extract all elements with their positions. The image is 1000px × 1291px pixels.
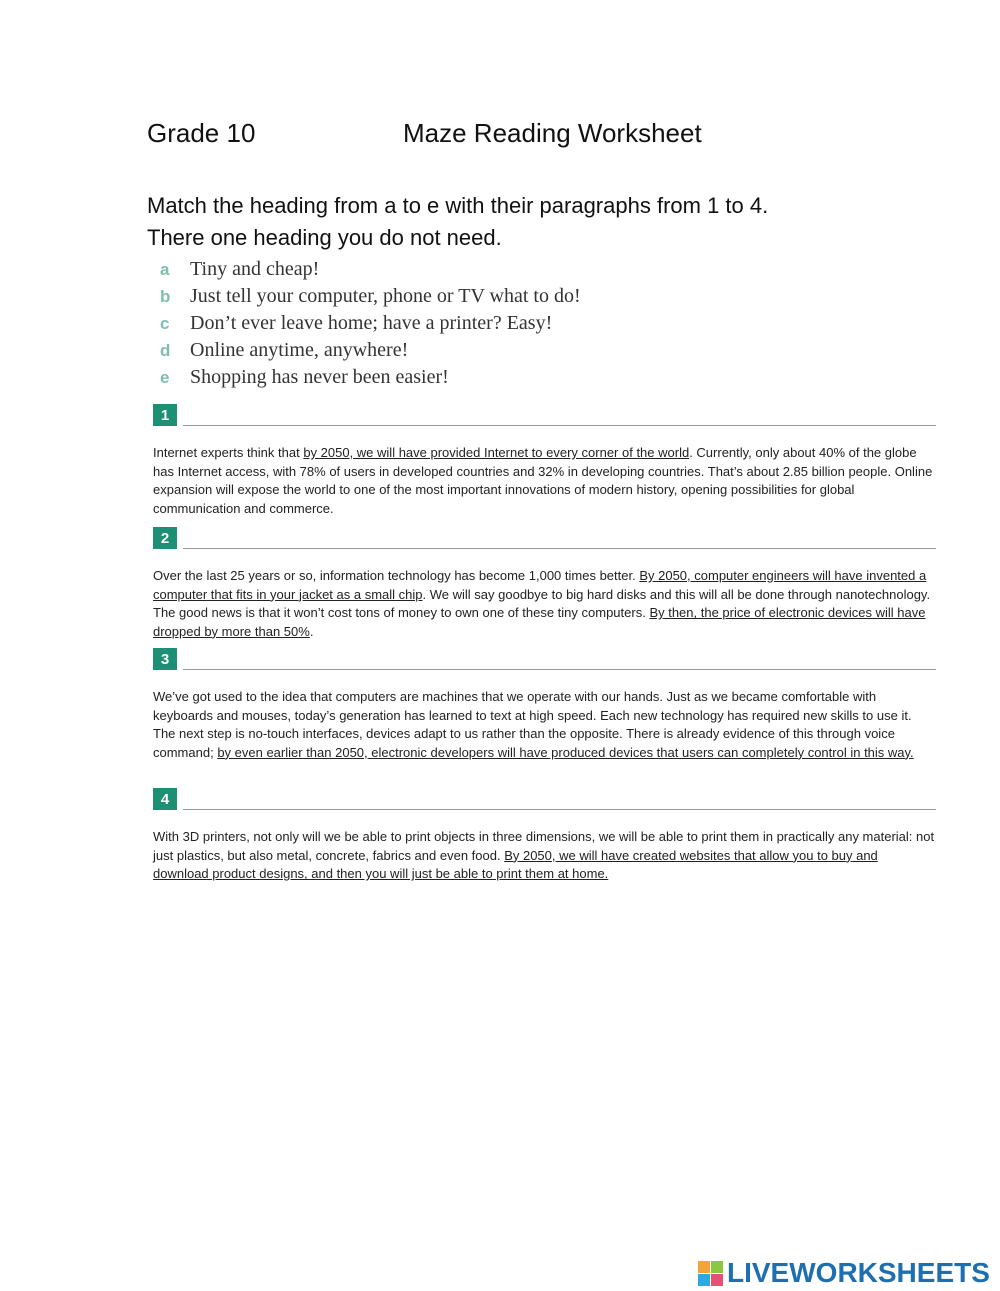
text-run: With 3D printers, not only will we be able to print objects in three dimensions, we will be able to print them in practically any material: not just plastics, but also metal, concrete, fabrics and even food. [153, 829, 935, 863]
answer-line[interactable] [183, 528, 936, 549]
paragraph-4 [153, 786, 936, 884]
underlined-text: by even earlier than 2050, electronic developers will have produced devices that users can completely control in this way. [217, 744, 914, 760]
paragraph-number-badge: 3 [153, 648, 177, 670]
logo-block [711, 1261, 723, 1273]
paragraph-text [153, 444, 936, 518]
heading-item [160, 337, 860, 364]
instruction-line: Match the heading from a to e with their paragraphs from 1 to 4. [147, 193, 769, 218]
heading-item [160, 364, 860, 391]
text-run: Internet experts think that [153, 445, 304, 460]
logo-block [698, 1274, 710, 1286]
text-run: . We will say goodbye to big hard disks and this will all be done through nanotechnology. The good news is that it won’t cost tons of money to own one of these tiny computers. [153, 586, 931, 621]
logo-icon [698, 1261, 723, 1286]
paragraph-number-badge: 4 [153, 788, 177, 810]
paragraph-3 [153, 646, 936, 762]
instruction-line: There one heading you do not need. [147, 225, 502, 250]
answer-line[interactable] [183, 405, 936, 426]
heading-text: Online anytime, anywhere! [190, 339, 409, 361]
underlined-text: by 2050, we will have provided Internet to every corner of the world [303, 445, 690, 460]
text-run: . Currently, only about 40% of the globe has Internet access, with 78% of users in developed countries and 32% in developing countries. That’s about 2.85 billion people. Online expansion will expose the world to one of the most important innovations of modern history, opening possibilities for global communication and commerce. [153, 445, 933, 516]
answer-line[interactable] [183, 649, 936, 670]
logo-block [711, 1274, 723, 1286]
worksheet-title: Maze Reading Worksheet [403, 118, 702, 148]
heading-text: Just tell your computer, phone or TV what to do! [190, 285, 581, 307]
paragraph-header [153, 646, 936, 670]
heading-item [160, 283, 860, 310]
heading-letter: d [160, 340, 171, 360]
text-run: We’ve got used to the idea that computers are machines that we operate with our hands. Just as we became comfortable with keyboards and mouses, today’s generation has learned to text at high speed. Each new technology has required new skills to use it. The next step is no-touch interfaces, devices adapt to us rather than the opposite. There is already evidence of this through voice command; [153, 689, 912, 760]
logo-text: LIVEWORKSHEETS [727, 1257, 990, 1288]
paragraph-number-badge: 1 [153, 404, 177, 426]
underlined-text: By then, the price of electronic devices will have dropped by more than 50% [153, 605, 926, 639]
heading-text: Don’t ever leave home; have a printer? Easy! [190, 312, 553, 334]
paragraph-header [153, 525, 936, 549]
heading-letter: e [160, 367, 170, 387]
underlined-text: By 2050, we will have created websites that allow you to buy and download product designs, and then you will just be able to print them at home. [153, 847, 878, 882]
paragraph-text [153, 828, 936, 884]
text-run: . [309, 623, 314, 639]
paragraph-text [153, 567, 936, 641]
heading-letter: a [160, 259, 170, 279]
paragraph-2 [153, 525, 936, 641]
heading-list [160, 256, 860, 391]
liveworksheets-logo [698, 1257, 990, 1289]
logo-block [698, 1261, 710, 1273]
heading-letter: c [160, 313, 170, 333]
answer-line[interactable] [183, 789, 936, 810]
paragraph-number-badge: 2 [153, 527, 177, 549]
paragraph-header [153, 402, 936, 426]
heading-text: Tiny and cheap! [190, 258, 320, 280]
paragraph-header [153, 786, 936, 810]
grade-label: Grade 10 [147, 118, 256, 148]
heading-item [160, 256, 860, 283]
heading-item [160, 310, 860, 337]
paragraph-text [153, 688, 936, 762]
paragraph-1 [153, 402, 936, 518]
text-run: Over the last 25 years or so, information technology has become 1,000 times better. [153, 568, 640, 583]
heading-text: Shopping has never been easier! [190, 366, 449, 388]
instructions [147, 190, 947, 254]
underlined-text: By 2050, computer engineers will have invented a computer that fits in your jacket as a small chip [153, 568, 927, 602]
heading-letter: b [160, 286, 171, 306]
